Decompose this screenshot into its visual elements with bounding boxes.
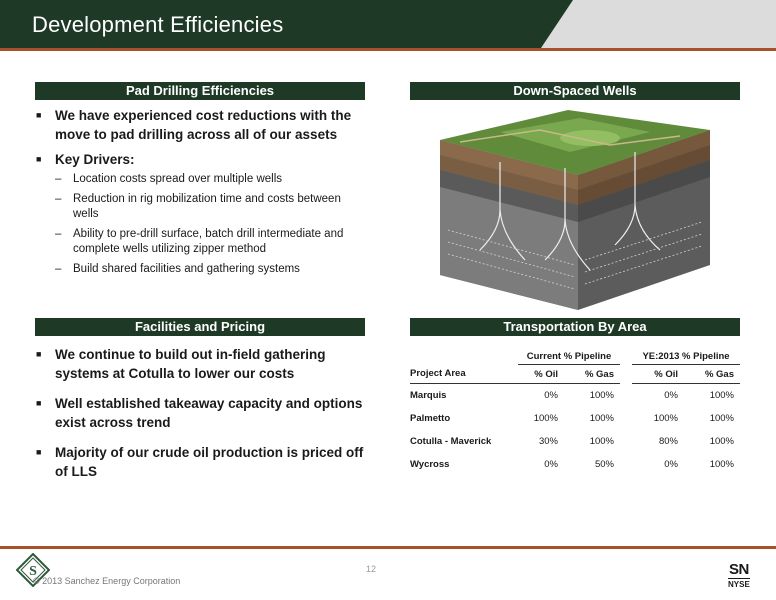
col-ye-gas: % Gas	[684, 365, 740, 384]
square-bullet-icon: ■	[36, 110, 42, 120]
title-bar	[0, 0, 776, 48]
list-item: ■ We have experienced cost reductions with the move to pad drilling across all of our assets	[36, 108, 352, 142]
header-divider	[0, 48, 776, 51]
list-item: – Build shared facilities and gathering systems	[55, 262, 300, 275]
transportation-heading: Transportation By Area	[410, 318, 740, 336]
page-number: 12	[366, 564, 377, 574]
square-bullet-icon: ■	[36, 447, 42, 457]
col-ye-oil: % Oil	[632, 365, 684, 384]
square-bullet-icon: ■	[36, 154, 42, 164]
table-row: Wycross 0% 50% 0% 100%	[410, 459, 734, 470]
list-item: – Location costs spread over multiple wells	[55, 173, 283, 185]
down-spaced-wells-heading: Down-Spaced Wells	[410, 82, 740, 100]
pad-drilling-heading: Pad Drilling Efficiencies	[35, 82, 365, 100]
down-spaced-wells-illustration	[440, 110, 710, 310]
table-row: Cotulla - Maverick 30% 100% 80% 100%	[410, 436, 734, 447]
ticker-symbol: SN	[728, 561, 749, 578]
list-item: ■ Majority of our crude oil production is priced off of LLS	[36, 445, 364, 479]
list-item: – Ability to pre-drill surface, batch drill intermediate and complete wells utilizing zipper method	[55, 227, 344, 255]
list-item: ■ Key Drivers: – Location costs spread over multiple wells – Reduction in rig mobilization time and costs between wells – Ability to pre-drill surface, batch drill intermediate and complete wells utilizing zipper method – Build shared facilities and gathering systems	[35, 150, 365, 277]
col-current-gas: % Gas	[564, 365, 620, 384]
ticker-badge	[728, 563, 750, 590]
table-row: Palmetto 100% 100% 100% 100%	[410, 413, 734, 424]
table-row: Marquis 0% 100% 0% 100%	[410, 390, 734, 401]
list-item: ■ We continue to build out in-field gathering systems at Cotulla to lower our costs	[36, 347, 326, 381]
pad-drilling-list	[35, 106, 365, 283]
list-item: – Reduction in rig mobilization time and costs between wells	[55, 192, 341, 220]
title-bar-accent	[541, 0, 776, 48]
facilities-pricing-heading: Facilities and Pricing	[35, 318, 365, 336]
list-item: ■ Well established takeaway capacity and options exist across trend	[36, 396, 363, 430]
square-bullet-icon: ■	[36, 398, 42, 408]
col-current-oil: % Oil	[518, 365, 564, 384]
facilities-list	[35, 345, 365, 487]
table-column-header	[410, 365, 740, 384]
exchange-label: NYSE	[728, 580, 750, 589]
key-drivers-list	[55, 172, 365, 277]
square-bullet-icon: ■	[36, 349, 42, 359]
svg-text:S: S	[29, 564, 37, 579]
current-pipeline-header: Current % Pipeline	[518, 348, 620, 365]
col-project-area: Project Area	[410, 365, 518, 384]
copyright-text: © 2013 Sanchez Energy Corporation	[33, 576, 181, 586]
table-group-header	[410, 348, 740, 365]
transportation-table	[410, 348, 740, 476]
ye2013-pipeline-header: YE:2013 % Pipeline	[632, 348, 740, 365]
page-title: Development Efficiencies	[32, 12, 284, 37]
footer-divider	[0, 546, 776, 549]
